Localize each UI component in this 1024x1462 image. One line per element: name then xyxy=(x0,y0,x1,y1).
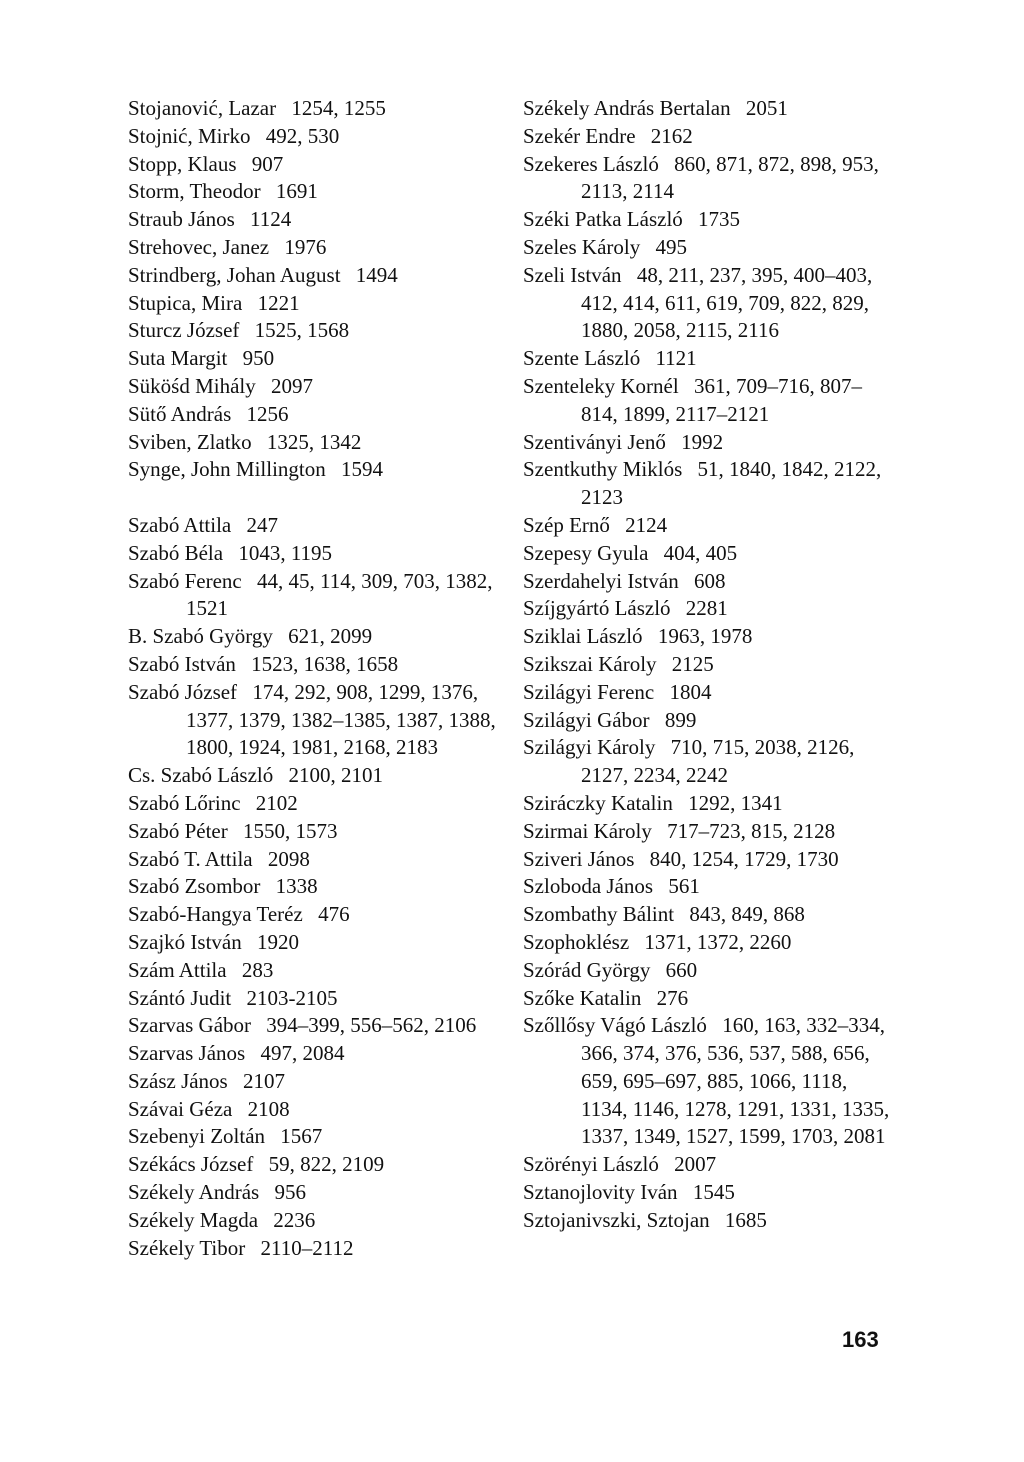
entry-page-refs: 394–399, 556–562, 2106 xyxy=(266,1013,477,1038)
entry-page-refs: 2281 xyxy=(685,596,728,621)
entry-name: Sziklai László xyxy=(523,624,643,649)
index-entry xyxy=(523,985,895,1013)
entry-page-refs: 174, 292, 908, 1299, 1376, 1377, 1379, 1382–1385, 1387, 1388, 1800, 1924, 1981, 2168, 2183 xyxy=(186,679,496,760)
entry-name: Szabó Lőrinc xyxy=(128,790,241,815)
entry-page-refs: 1292, 1341 xyxy=(688,790,783,815)
entry-name: Szíjgyártó László xyxy=(523,596,671,621)
index-entry xyxy=(523,540,895,568)
entry-page-refs: 1963, 1978 xyxy=(657,624,753,649)
index-entry xyxy=(128,95,498,123)
entry-page-refs: 907 xyxy=(251,151,284,176)
entry-page-refs: 283 xyxy=(241,957,274,982)
index-column-left xyxy=(128,95,498,1262)
entry-page-refs: 2102 xyxy=(255,790,298,815)
entry-page-refs: 843, 849, 868 xyxy=(689,902,805,927)
entry-page-refs: 660 xyxy=(665,957,698,982)
entry-page-refs: 1804 xyxy=(669,679,712,704)
entry-page-refs: 1685 xyxy=(724,1207,767,1232)
entry-page-refs: 621, 2099 xyxy=(288,624,373,649)
entry-name: Szloboda János xyxy=(523,874,654,899)
entry-name: Szávai Géza xyxy=(128,1096,233,1121)
entry-page-refs: 1371, 1372, 2260 xyxy=(644,929,792,954)
index-entry xyxy=(128,290,498,318)
index-entry xyxy=(523,707,895,735)
entry-name: Szilágyi Károly xyxy=(523,735,656,760)
entry-page-refs: 1550, 1573 xyxy=(242,818,338,843)
index-entry xyxy=(128,234,498,262)
entry-name: Szilágyi Ferenc xyxy=(523,679,655,704)
entry-page-refs: 1221 xyxy=(257,290,300,315)
index-entry xyxy=(128,151,498,179)
entry-page-refs: 2098 xyxy=(267,846,310,871)
entry-page-refs: 1254, 1255 xyxy=(291,96,386,120)
entry-name: Szabó József xyxy=(128,679,238,704)
entry-page-refs: 160, 163, 332–334, 366, 374, 376, 536, 537, 588, 656, 659, 695–697, 885, 1066, 1118, 1134, 1146, 1278, 1291, 1331, 1335, 1337, 1349, 1527, 1599, 1703, 2081 xyxy=(581,1013,890,1149)
entry-name: Szőllősy Vágó László xyxy=(523,1013,707,1038)
entry-name: Szász János xyxy=(128,1068,228,1093)
index-entry xyxy=(128,401,498,429)
entry-name: Szentiványi Jenő xyxy=(523,429,666,454)
entry-page-refs: 497, 2084 xyxy=(260,1041,345,1066)
index-entry xyxy=(128,901,498,929)
entry-page-refs: 899 xyxy=(664,707,697,732)
index-entry xyxy=(128,1012,498,1040)
index-entry xyxy=(128,540,498,568)
entry-name: Stopp, Klaus xyxy=(128,151,237,176)
index-entry xyxy=(128,873,498,901)
entry-name: Szeli István xyxy=(523,262,622,287)
index-entry xyxy=(523,456,895,512)
entry-name: Süköśd Mihály xyxy=(128,373,256,398)
index-entry xyxy=(523,1151,895,1179)
entry-name: Szerdahelyi István xyxy=(523,568,679,593)
entry-page-refs: 51, 1840, 1842, 2122, 2123 xyxy=(581,457,882,510)
index-entry xyxy=(128,679,498,762)
entry-name: Szente László xyxy=(523,346,641,371)
index-entry xyxy=(523,1012,895,1151)
index-entry xyxy=(523,679,895,707)
index-entry xyxy=(523,373,895,429)
index-entry xyxy=(523,568,895,596)
index-entry xyxy=(523,512,895,540)
index-entry xyxy=(523,206,895,234)
entry-name: Szabó Béla xyxy=(128,540,224,565)
entry-name: Székács József xyxy=(128,1152,254,1177)
entry-name: Szabó T. Attila xyxy=(128,846,253,871)
entry-page-refs: 48, 211, 237, 395, 400–403, 412, 414, 611, 619, 709, 822, 829, 1880, 2058, 2115, 2116 xyxy=(581,262,873,343)
index-entry xyxy=(128,456,498,484)
index-entry xyxy=(523,234,895,262)
entry-name: Szabó-Hangya Teréz xyxy=(128,902,303,927)
index-entry xyxy=(128,568,498,624)
entry-page-refs: 2100, 2101 xyxy=(288,763,383,788)
entry-name: Szikszai Károly xyxy=(523,651,657,676)
index-entry xyxy=(523,901,895,929)
entry-name: Szepesy Gyula xyxy=(523,540,649,565)
index-entry xyxy=(523,1207,895,1235)
entry-page-refs: 2125 xyxy=(671,651,714,676)
index-entry xyxy=(523,595,895,623)
index-entry xyxy=(128,762,498,790)
entry-name: Szekeres László xyxy=(523,151,659,176)
entry-page-refs: 2110–2112 xyxy=(260,1235,354,1260)
entry-page-refs: 2108 xyxy=(247,1096,290,1121)
entry-name: Szabó Attila xyxy=(128,512,232,537)
index-entry xyxy=(128,262,498,290)
entry-page-refs: 1338 xyxy=(275,874,318,899)
entry-name: Szarvas Gábor xyxy=(128,1013,252,1038)
index-entry xyxy=(523,873,895,901)
entry-name: Székely Magda xyxy=(128,1207,259,1232)
index-entry xyxy=(523,623,895,651)
entry-page-refs: 561 xyxy=(668,874,700,899)
index-entry xyxy=(128,429,498,457)
index-entry xyxy=(128,345,498,373)
entry-page-refs: 1691 xyxy=(275,179,318,204)
entry-name: Székely András xyxy=(128,1180,260,1205)
index-entry xyxy=(523,818,895,846)
index-entry xyxy=(128,623,498,651)
index-entry xyxy=(128,1235,498,1263)
entry-name: Szabó Ferenc xyxy=(128,568,242,593)
entry-page-refs: 495 xyxy=(655,234,687,259)
entry-page-refs: 710, 715, 2038, 2126, 2127, 2234, 2242 xyxy=(581,735,855,788)
index-entry xyxy=(523,95,895,123)
entry-page-refs: 950 xyxy=(242,346,275,371)
index-entry xyxy=(523,429,895,457)
entry-page-refs: 1735 xyxy=(698,207,741,232)
index-entry xyxy=(523,846,895,874)
entry-name: Szám Attila xyxy=(128,957,227,982)
entry-page-refs: 59, 822, 2109 xyxy=(268,1152,385,1177)
page-number: 163 xyxy=(842,1327,879,1352)
index-entry xyxy=(128,1123,498,1151)
index-entry xyxy=(128,206,498,234)
entry-page-refs: 956 xyxy=(274,1180,306,1205)
index-entry xyxy=(128,957,498,985)
entry-page-refs: 1494 xyxy=(355,262,398,287)
entry-page-refs: 1567 xyxy=(280,1124,323,1149)
index-entry xyxy=(523,262,895,345)
entry-name: Sztanojlovity Iván xyxy=(523,1180,678,1205)
entry-name: Székely Tibor xyxy=(128,1235,246,1260)
index-entry xyxy=(128,818,498,846)
entry-name: Storm, Theodor xyxy=(128,179,261,204)
entry-page-refs: 860, 871, 872, 898, 953, 2113, 2114 xyxy=(581,151,879,204)
entry-page-refs: 608 xyxy=(693,568,726,593)
index-entry xyxy=(128,985,498,1013)
entry-page-refs: 2103-2105 xyxy=(246,985,338,1010)
entry-name: Szirmai Károly xyxy=(523,818,652,843)
entry-name: Szebenyi Zoltán xyxy=(128,1124,266,1149)
index-entry xyxy=(128,651,498,679)
entry-page-refs: 1121 xyxy=(655,346,697,371)
entry-name: B. Szabó György xyxy=(128,624,273,649)
entry-page-refs: 404, 405 xyxy=(663,540,738,565)
index-entry xyxy=(128,178,498,206)
entry-page-refs: 361, 709–716, 807–814, 1899, 2117–2121 xyxy=(581,373,862,426)
entry-name: Stojanović, Lazar xyxy=(128,96,277,120)
entry-name: Strehovec, Janez xyxy=(128,234,270,259)
index-entry xyxy=(523,151,895,207)
index-entry xyxy=(523,651,895,679)
index-entry xyxy=(128,512,498,540)
entry-name: Cs. Szabó László xyxy=(128,763,274,788)
entry-page-refs: 1976 xyxy=(284,234,327,259)
index-entry xyxy=(128,1040,498,1068)
entry-page-refs: 492, 530 xyxy=(265,123,340,148)
index-entry xyxy=(128,123,498,151)
index-entry xyxy=(523,734,895,790)
entry-page-refs: 1992 xyxy=(681,429,724,454)
entry-name: Szeles Károly xyxy=(523,234,641,259)
entry-name: Sturcz József xyxy=(128,318,240,343)
entry-name: Szántó Judit xyxy=(128,985,232,1010)
index-entry xyxy=(128,1096,498,1124)
entry-name: Sztojanivszki, Sztojan xyxy=(523,1207,710,1232)
entry-name: Stojnić, Mirko xyxy=(128,123,251,148)
index-entry xyxy=(128,1068,498,1096)
index-entry xyxy=(128,846,498,874)
entry-name: Szophoklész xyxy=(523,929,630,954)
entry-name: Szörényi László xyxy=(523,1152,659,1177)
entry-page-refs: 2051 xyxy=(745,96,788,120)
index-entry xyxy=(523,1179,895,1207)
index-entry xyxy=(128,1179,498,1207)
section-spacer xyxy=(128,484,498,512)
entry-page-refs: 276 xyxy=(656,985,689,1010)
entry-page-refs: 840, 1254, 1729, 1730 xyxy=(649,846,839,871)
entry-page-refs: 1043, 1195 xyxy=(238,540,333,565)
entry-name: Szombathy Bálint xyxy=(523,902,675,927)
index-entry xyxy=(128,1207,498,1235)
entry-page-refs: 1124 xyxy=(250,207,292,232)
entry-page-refs: 476 xyxy=(318,902,350,927)
entry-page-refs: 717–723, 815, 2128 xyxy=(667,818,836,843)
entry-name: Szajkó István xyxy=(128,929,242,954)
index-column-right xyxy=(523,95,895,1235)
entry-name: Szekér Endre xyxy=(523,123,636,148)
entry-name: Szórád György xyxy=(523,957,651,982)
entry-page-refs: 2007 xyxy=(674,1152,717,1177)
entry-name: Székely András Bertalan xyxy=(523,96,731,120)
entry-page-refs: 2107 xyxy=(242,1068,285,1093)
entry-page-refs: 2236 xyxy=(273,1207,316,1232)
entry-name: Szarvas János xyxy=(128,1041,246,1066)
index-entry xyxy=(523,345,895,373)
entry-name: Szabó Péter xyxy=(128,818,228,843)
entry-name: Szilágyi Gábor xyxy=(523,707,650,732)
entry-page-refs: 1545 xyxy=(692,1180,735,1205)
entry-page-refs: 247 xyxy=(246,512,278,537)
entry-name: Szenteleky Kornél xyxy=(523,373,679,398)
entry-name: Straub János xyxy=(128,207,235,232)
entry-name: Synge, John Millington xyxy=(128,457,326,482)
entry-page-refs: 2097 xyxy=(271,373,314,398)
index-entry xyxy=(523,957,895,985)
entry-name: Sütő András xyxy=(128,401,232,426)
entry-page-refs: 44, 45, 114, 309, 703, 1382, 1521 xyxy=(186,568,493,621)
index-entry xyxy=(523,790,895,818)
entry-page-refs: 1523, 1638, 1658 xyxy=(251,651,399,676)
index-entry xyxy=(128,929,498,957)
index-entry xyxy=(523,929,895,957)
entry-name: Strindberg, Johan August xyxy=(128,262,341,287)
entry-name: Széki Patka László xyxy=(523,207,683,232)
entry-name: Szép Ernő xyxy=(523,512,610,537)
entry-name: Suta Margit xyxy=(128,346,228,371)
entry-page-refs: 1325, 1342 xyxy=(266,429,362,454)
entry-page-refs: 1594 xyxy=(341,457,384,482)
entry-page-refs: 1525, 1568 xyxy=(254,318,350,343)
entry-name: Stupica, Mira xyxy=(128,290,243,315)
index-entry xyxy=(128,790,498,818)
entry-page-refs: 1920 xyxy=(256,929,299,954)
entry-name: Szabó István xyxy=(128,651,236,676)
index-entry xyxy=(128,317,498,345)
entry-name: Szőke Katalin xyxy=(523,985,642,1010)
index-entry xyxy=(523,123,895,151)
entry-name: Szentkuthy Miklós xyxy=(523,457,683,482)
entry-page-refs: 2162 xyxy=(650,123,693,148)
entry-name: Sziráczky Katalin xyxy=(523,790,673,815)
entry-page-refs: 1256 xyxy=(246,401,289,426)
entry-name: Sviben, Zlatko xyxy=(128,429,252,454)
entry-name: Sziveri János xyxy=(523,846,635,871)
entry-name: Szabó Zsombor xyxy=(128,874,261,899)
entry-page-refs: 2124 xyxy=(625,512,668,537)
index-entry xyxy=(128,373,498,401)
index-entry xyxy=(128,1151,498,1179)
